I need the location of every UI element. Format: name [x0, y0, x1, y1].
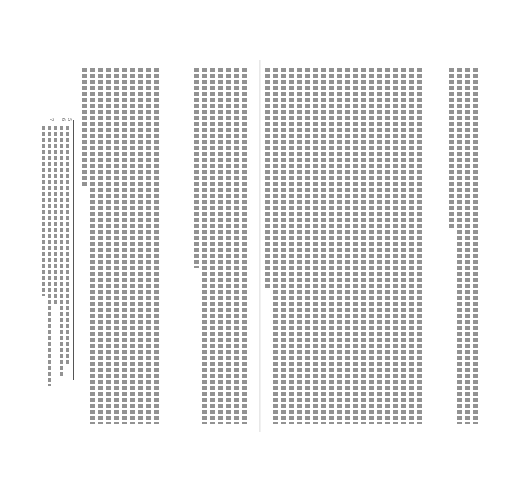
- text-column: [385, 68, 390, 424]
- footnote-line: [42, 126, 45, 296]
- text-column: [337, 68, 342, 424]
- footnote-line: [54, 126, 57, 306]
- text-column: [106, 68, 111, 424]
- text-column: [98, 68, 103, 424]
- text-column: [465, 68, 470, 424]
- text-column: [242, 68, 247, 424]
- text-column: [473, 68, 478, 424]
- text-column: [297, 68, 302, 424]
- text-column: [401, 68, 406, 424]
- footnote-line: [66, 126, 69, 366]
- footnote-line: [48, 126, 51, 386]
- text-column: [393, 68, 398, 424]
- text-column: [138, 68, 143, 424]
- left-page: [35, 60, 259, 432]
- text-column: [218, 68, 223, 424]
- text-column: [194, 68, 199, 268]
- text-column: [234, 68, 239, 424]
- text-column: [345, 68, 350, 424]
- text-column: [154, 68, 159, 424]
- footnote-divider: [73, 120, 74, 380]
- text-column: [289, 68, 294, 424]
- text-column: [146, 68, 151, 424]
- footnote-number: 6: [60, 118, 66, 122]
- text-column: [449, 68, 454, 228]
- text-column: [226, 68, 231, 424]
- footnote-number: 7: [48, 118, 54, 122]
- text-column: [114, 68, 119, 424]
- text-column: [265, 68, 270, 288]
- text-column: [369, 68, 374, 424]
- text-column: [82, 68, 87, 188]
- text-column: [377, 68, 382, 424]
- text-column: [273, 68, 278, 424]
- text-column: [305, 68, 310, 424]
- footnote-number: 5: [66, 118, 72, 122]
- text-column: [409, 68, 414, 424]
- text-column: [329, 68, 334, 424]
- text-column: [321, 68, 326, 424]
- book-spread: [35, 60, 485, 432]
- text-column: [90, 68, 95, 424]
- text-column: [417, 68, 422, 424]
- text-column: [457, 68, 462, 424]
- text-column: [313, 68, 318, 424]
- text-column: [122, 68, 127, 424]
- text-column: [202, 68, 207, 424]
- text-column: [210, 68, 215, 424]
- footnote-line: [60, 126, 63, 376]
- right-page: [261, 60, 485, 432]
- text-column: [353, 68, 358, 424]
- text-column: [130, 68, 135, 424]
- text-column: [361, 68, 366, 424]
- text-column: [281, 68, 286, 424]
